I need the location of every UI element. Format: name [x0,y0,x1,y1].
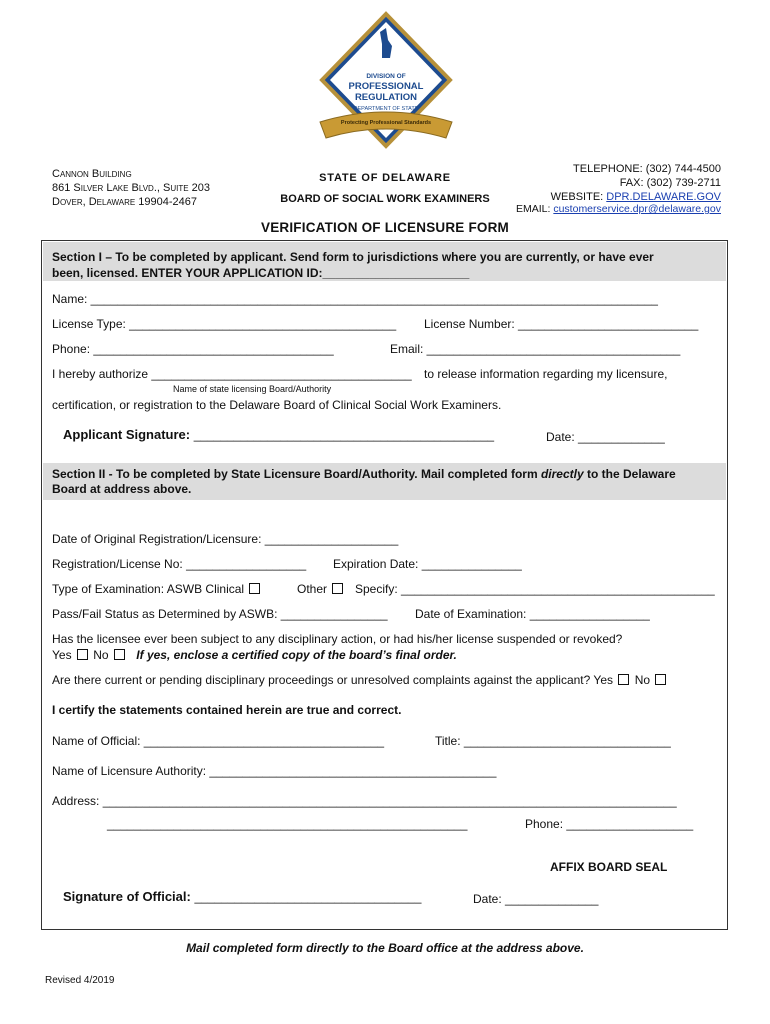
disciplinary-answer-row [52,648,457,662]
applicant-date-field[interactable]: Date: _____________ [546,430,665,444]
license-number-field[interactable]: License Number: ___________________________ [424,317,699,331]
official-signature-line[interactable]: __________________________________ [194,890,422,904]
email-field[interactable]: Email: ______________________________________ [390,342,681,356]
name-field[interactable]: Name: _____________________________________________________________________________________ [52,292,658,306]
email-link[interactable]: customerservice.dpr@delaware.gov [553,203,721,215]
disciplinary-no-label: No [93,648,109,662]
pending-yes-checkbox[interactable] [618,674,629,685]
revised-date: Revised 4/2019 [45,975,115,986]
aswb-clinical-checkbox[interactable] [249,583,260,594]
telephone: TELEPHONE: (302) 744-4500 [573,163,721,175]
phone-field[interactable]: Phone: ____________________________________ [52,342,334,356]
logo-line4: DEPARTMENT OF STATE [353,106,419,112]
authorize-caption: Name of state licensing Board/Authority [173,384,332,394]
pending-question: Are there current or pending disciplinary proceedings or unresolved complaints against the applicant? Yes [52,673,614,687]
original-date-field[interactable]: Date of Original Registration/Licensure: ____________________ [52,532,399,546]
website-link[interactable]: DPR.DELAWARE.GOV [606,191,721,203]
affix-seal-label: AFFIX BOARD SEAL [550,860,668,874]
pass-fail-field[interactable]: Pass/Fail Status as Determined by ASWB: ________________ [52,607,388,621]
official-signature [63,890,421,904]
pending-no-checkbox[interactable] [655,674,666,685]
pending-row [52,673,668,687]
authorize-text: to release information regarding my licensure, [424,367,668,381]
disciplinary-yes-checkbox[interactable] [77,649,88,660]
footer-note: Mail completed form directly to the Board office at the address above. [186,941,584,955]
licensure-authority-field[interactable]: Name of Licensure Authority: ___________________________________________ [52,764,497,778]
section2-header-line2: Board at address above. [52,482,192,496]
exam-other-row [297,582,345,596]
section1-header-line1: Section I – To be completed by applicant. Send form to jurisdictions where you are currently, or have ever [52,250,654,264]
logo-line3: REGULATION [354,92,418,103]
address-field-line2[interactable]: ______________________________________________________ [107,817,468,831]
exam-type-row [52,582,262,596]
official-name-field[interactable]: Name of Official: ____________________________________ [52,734,385,748]
certification-text: certification, or registration to the Delaware Board of Clinical Social Work Examiners. [52,398,502,412]
exam-date-field[interactable]: Date of Examination: __________________ [415,607,650,621]
section2-header-line1 [52,466,676,482]
email-label: EMAIL: [515,203,554,215]
disciplinary-question: Has the licensee ever been subject to any disciplinary action, or had his/her license suspended or revoked? [52,632,623,646]
address-line1: Cannon Building [52,168,132,180]
specify-field[interactable]: Specify: _______________________________________________ [355,582,715,596]
logo-line2: PROFESSIONAL [348,81,424,92]
address-field-line1[interactable]: Address: ______________________________________________________________________________________ [52,794,677,808]
section2-header-em: directly [540,467,584,481]
expiration-date-field[interactable]: Expiration Date: _______________ [333,557,522,571]
address-line3: Dover, Delaware 19904-2467 [52,196,197,208]
exam-other-label: Other [297,582,328,596]
applicant-signature [63,428,494,442]
pending-no-label: No [634,673,651,687]
license-type-field[interactable]: License Type: ________________________________________ [52,317,397,331]
exam-type-label: Type of Examination: ASWB Clinical [52,582,245,596]
certify-statement: I certify the statements contained herein are true and correct. [52,703,402,717]
official-phone-field[interactable]: Phone: ___________________ [525,817,694,831]
section2-header-b: to the Delaware [583,467,676,481]
logo-ribbon: Protecting Professional Standards [340,120,432,126]
official-title-field[interactable]: Title: _______________________________ [435,734,671,748]
email [516,203,721,216]
logo-line1: DIVISION OF [366,73,406,80]
registration-no-field[interactable]: Registration/License No: __________________ [52,557,307,571]
disciplinary-no-checkbox[interactable] [114,649,125,660]
section2-header-a: Section II - To be completed by State Licensure Board/Authority. Mail completed form [52,467,541,481]
enclose-note: If yes, enclose a certified copy of the board’s final order. [136,648,457,662]
applicant-signature-line[interactable]: _____________________________________________ [193,428,495,442]
state-title: STATE OF DELAWARE [319,172,451,184]
other-checkbox[interactable] [332,583,343,594]
dpr-logo [316,10,456,160]
address-line2: 861 Silver Lake Blvd., Suite 203 [52,182,210,194]
form-title: VERIFICATION OF LICENSURE FORM [261,220,509,235]
official-date-field[interactable]: Date: ______________ [473,892,599,906]
disciplinary-yes-label: Yes [52,648,72,662]
official-signature-label: Signature of Official: [63,889,195,904]
authorize-field[interactable]: I hereby authorize _______________________________________ [52,367,412,381]
fax: FAX: (302) 739-2711 [619,177,721,189]
applicant-signature-label: Applicant Signature: [63,427,194,442]
section1-header-line2: been, licensed. ENTER YOUR APPLICATION ID:______________________ [52,266,470,280]
board-title: BOARD OF SOCIAL WORK EXAMINERS [280,193,490,205]
website-label: WEBSITE: [550,191,607,203]
